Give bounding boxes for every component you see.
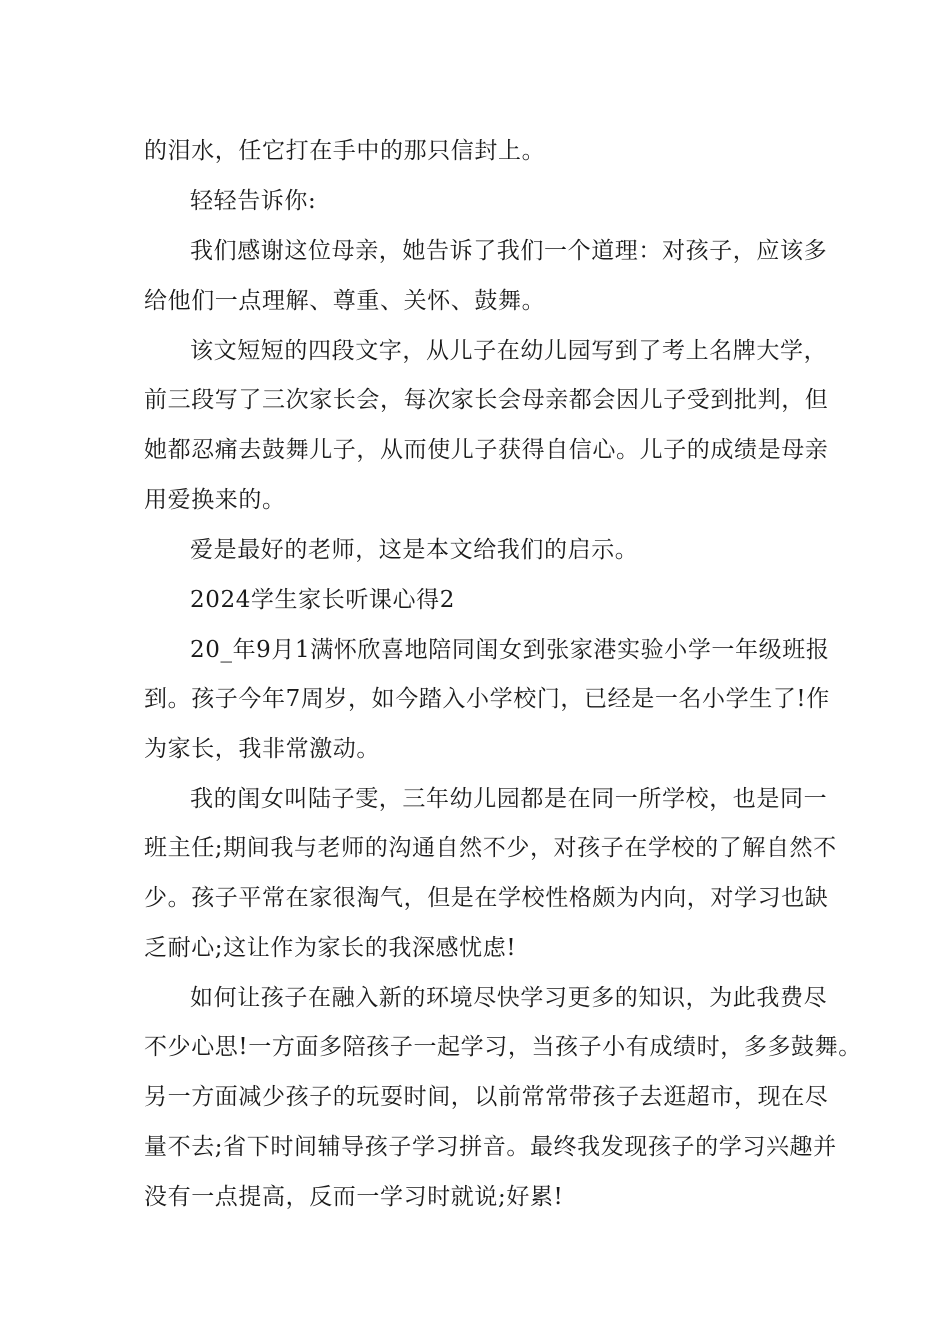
text-line: 为家长，我非常激动。	[144, 736, 380, 762]
text-line: 乏耐心;这让作为家长的我深感忧虑!	[144, 935, 517, 961]
text-line: 如何让孩子在融入新的环境尽快学习更多的知识，为此我费尽	[190, 985, 828, 1011]
text-line: 另一方面减少孩子的玩耍时间，以前常常带孩子去逛超市，现在尽	[144, 1084, 829, 1110]
text-line: 爱是最好的老师，这是本文给我们的启示。	[190, 537, 639, 563]
text-line: 我的闺女叫陆子雯，三年幼儿园都是在同一所学校，也是同一	[190, 786, 828, 812]
text-line: 我们感谢这位母亲，她告诉了我们一个道理：对孩子，应该多	[190, 238, 828, 264]
text-line: 给他们一点理解、尊重、关怀、鼓舞。	[144, 288, 546, 314]
text-line: 用爱换来的。	[144, 487, 286, 513]
text-line: 不少心思!一方面多陪孩子一起学习，当孩子小有成绩时，多多鼓舞。	[144, 1034, 862, 1060]
text-line: 到。孩子今年7周岁，如今踏入小学校门，已经是一名小学生了!作	[144, 686, 830, 712]
text-line: 量不去;省下时间辅导孩子学习拼音。最终我发现孩子的学习兴趣并	[144, 1134, 837, 1160]
text-line: 的泪水，任它打在手中的那只信封上。	[144, 138, 546, 164]
text-line: 少。孩子平常在家很淘气，但是在学校性格颇为内向，对学习也缺	[144, 885, 829, 911]
text-line: 没有一点提高，反而一学习时就说;好累!	[144, 1184, 564, 1210]
section-heading: 2024学生家长听课心得2	[190, 587, 455, 613]
text-line: 前三段写了三次家长会，每次家长会母亲都会因儿子受到批判，但	[144, 387, 829, 413]
text-line: 班主任;期间我与老师的沟通自然不少，对孩子在学校的了解自然不	[144, 835, 837, 861]
text-line: 她都忍痛去鼓舞儿子，从而使儿子获得自信心。儿子的成绩是母亲	[144, 437, 829, 463]
text-line: 轻轻告诉你:	[190, 188, 317, 214]
text-line: 该文短短的四段文字，从儿子在幼儿园写到了考上名牌大学，	[190, 338, 828, 364]
text-line: 20_年9月1满怀欣喜地陪同闺女到张家港实验小学一年级班报	[190, 637, 830, 663]
